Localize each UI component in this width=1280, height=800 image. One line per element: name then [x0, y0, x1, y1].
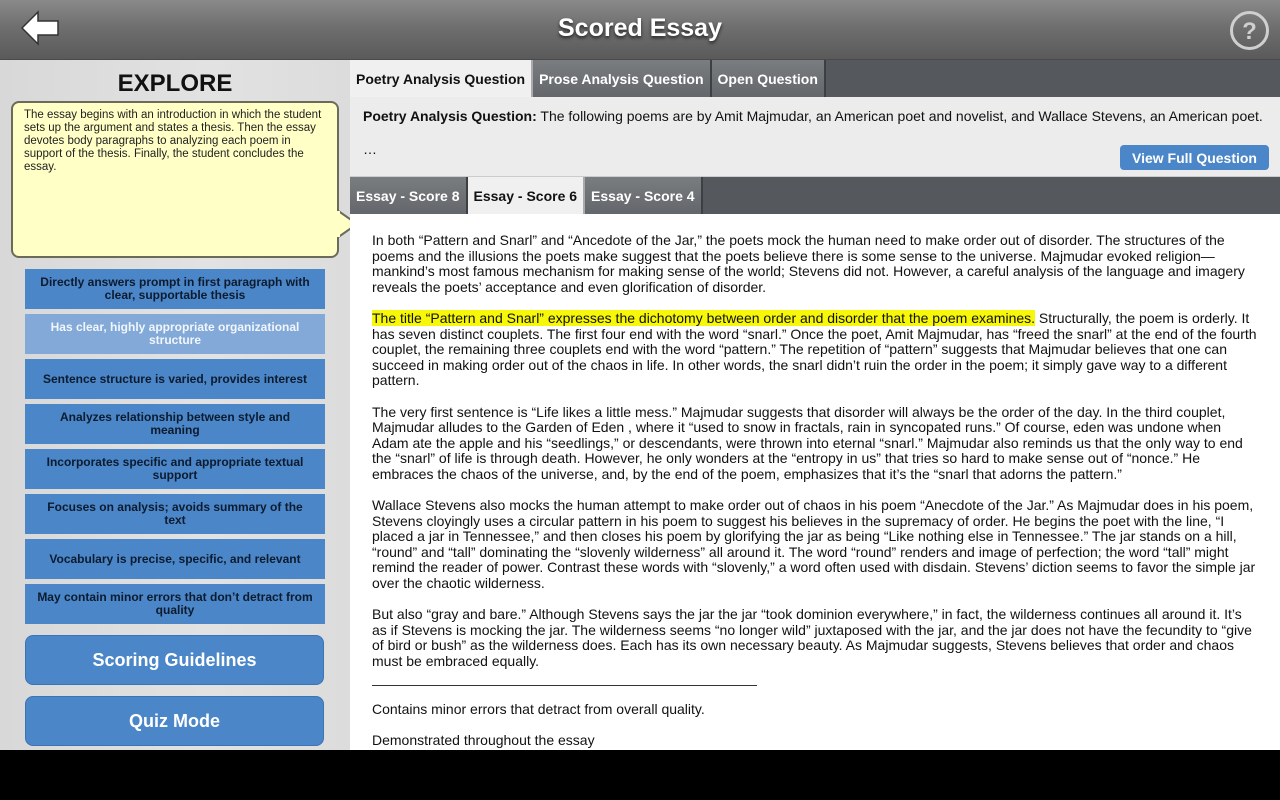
main-content: [350, 60, 1280, 750]
tab-essay-score-6[interactable]: Essay - Score 6: [468, 177, 586, 214]
view-full-question-button[interactable]: View Full Question: [1120, 145, 1269, 170]
tab-essay-score-8[interactable]: Essay - Score 8: [350, 177, 468, 214]
criterion-sentence-structure[interactable]: Sentence structure is varied, provides interest: [25, 359, 325, 399]
criterion-thesis[interactable]: Directly answers prompt in first paragraph with clear, supportable thesis: [25, 269, 325, 309]
criterion-minor-errors[interactable]: May contain minor errors that don’t detract from quality: [25, 584, 325, 624]
tab-essay-score-4[interactable]: Essay - Score 4: [585, 177, 703, 214]
essay-text: Structurally, the poem is orderly. It has seven distinct couplets. The first four end with the word “snarl.” Once the poet, Amit Majmudar, has “freed the snarl” at the end of the fourth couplet, the remaining three couplets end with the word “pattern.” The repetition of “pattern” suggests that Majmudar believes that one can succeed in making order out of the chaos in life. In other words, the snarl didn’t ruin the order in the poem; it simply gave way to a different pattern.: [372, 309, 1257, 389]
svg-text:?: ?: [1242, 18, 1257, 45]
tab-open-question[interactable]: Open Question: [712, 60, 826, 97]
criterion-analysis[interactable]: Focuses on analysis; avoids summary of the text: [25, 494, 325, 534]
quiz-mode-button[interactable]: Quiz Mode: [25, 696, 324, 746]
question-text: [363, 109, 1263, 124]
criterion-organization[interactable]: Has clear, highly appropriate organizational structure: [25, 314, 325, 354]
scoring-guidelines-button[interactable]: Scoring Guidelines: [25, 635, 324, 685]
criterion-style-meaning[interactable]: Analyzes relationship between style and meaning: [25, 404, 325, 444]
footnote-divider: [372, 685, 757, 686]
essay-paragraph: [372, 311, 1260, 389]
essay-paragraph: The very first sentence is “Life likes a little mess.” Majmudar suggests that disorder will always be the order of the day. In the third couplet, Majmudar alludes to the Garden of Eden , where it “used to snow in fractals, rain in syncopated runs.” Of course, eden was undone when Adam ate the apple and his “seedlings,” or descendants, were thrown into eternal “snarl.” Majmudar also reminds us that the only way to end the “snarl” of life is through death. However, he only wonders at the “entropy in us” that tries so hard to make sense out of “nonce.” He embraces the chaos of the universe, and, by the end of the poem, emphasizes that it’s the “snarl that adorns the pattern.”: [372, 403, 1243, 482]
explore-description: The essay begins with an introduction in which the student sets up the argument and states a thesis. Then the essay devotes body paragraphs to analyzing each poem in support of the thesis. Finally, the student concludes the essay.: [11, 101, 339, 258]
page-title: Scored Essay: [558, 14, 722, 42]
system-nav-bar: [0, 750, 1280, 800]
footnote-text: Contains minor errors that detract from overall quality.: [372, 701, 705, 718]
essay-paragraph: Wallace Stevens also mocks the human attempt to make order out of chaos in his poem “Anecdote of the Jar.” As Majmudar does in his poem, Stevens cloyingly uses a circular pattern in his poem to suggest his believes in the supremacy of order. He begins the poet with the line, “I placed a jar in Tennessee,” and then closes his poem by glorifying the jar as being “Like nothing else in Tennessee.” The jar stands on a hill, “round” and “tall” dominating the “slovenly wilderness” all around it. The word “round” renders and image of perfection; the word “tall” might remind the reader of power. Contrast these words with “slovenly,” a word often used with disdain. Stevens’ diction seems to favor the simple jar over the chaotic wilderness.: [372, 497, 1256, 592]
essay-body: [350, 214, 1280, 750]
question-ellipsis: …: [363, 141, 377, 157]
help-button[interactable]: [1229, 10, 1270, 51]
question-tabs: [350, 60, 1280, 97]
essay-paragraph: But also “gray and bare.” Although Stevens says the jar the jar “took dominion everywhere,” in fact, the wilderness continues all around it. It’s as if Stevens is mocking the jar. The wilderness seems “no longer wild” juxtaposed with the jar, and the jar does not have the fecundity to “give of bird or bush” as the wilderness does. Each has its own necessary beauty. As Majmudar suggests, Stevens believes that order and chaos must be embraced equally.: [372, 606, 1252, 670]
sidebar: [0, 60, 350, 750]
question-label: Poetry Analysis Question:: [363, 108, 537, 124]
title-bar: [0, 0, 1280, 60]
criterion-textual-support[interactable]: Incorporates specific and appropriate textual support: [25, 449, 325, 489]
question-body: The following poems are by Amit Majmudar, an American poet and novelist, and Wallace Stevens, an American poet.: [536, 108, 1263, 124]
tab-prose-analysis[interactable]: Prose Analysis Question: [533, 60, 711, 97]
footnote-text: Demonstrated throughout the essay: [372, 732, 595, 749]
criterion-vocabulary[interactable]: Vocabulary is precise, specific, and relevant: [25, 539, 325, 579]
help-icon: [1229, 10, 1270, 51]
explore-heading: EXPLORE: [117, 70, 233, 97]
essay-tabs: [350, 177, 1280, 214]
tab-poetry-analysis[interactable]: Poetry Analysis Question: [350, 60, 533, 97]
essay-paragraph: In both “Pattern and Snarl” and “Ancedote of the Jar,” the poets mock the human need to make order out of disorder. The structures of the poems and the illusions the poets make suggest that the poets believe there is some sense to the universe. Majmudar evoked religion—mankind’s most famous mechanism for making sense of the world; Stevens did not. However, a careful analysis of the language and imagery reveals the poets’ acceptance and even glorification of disorder.: [372, 232, 1245, 295]
highlighted-sentence[interactable]: The title “Pattern and Snarl” expresses the dichotomy between order and disorder that the poem examines.: [372, 309, 1036, 326]
